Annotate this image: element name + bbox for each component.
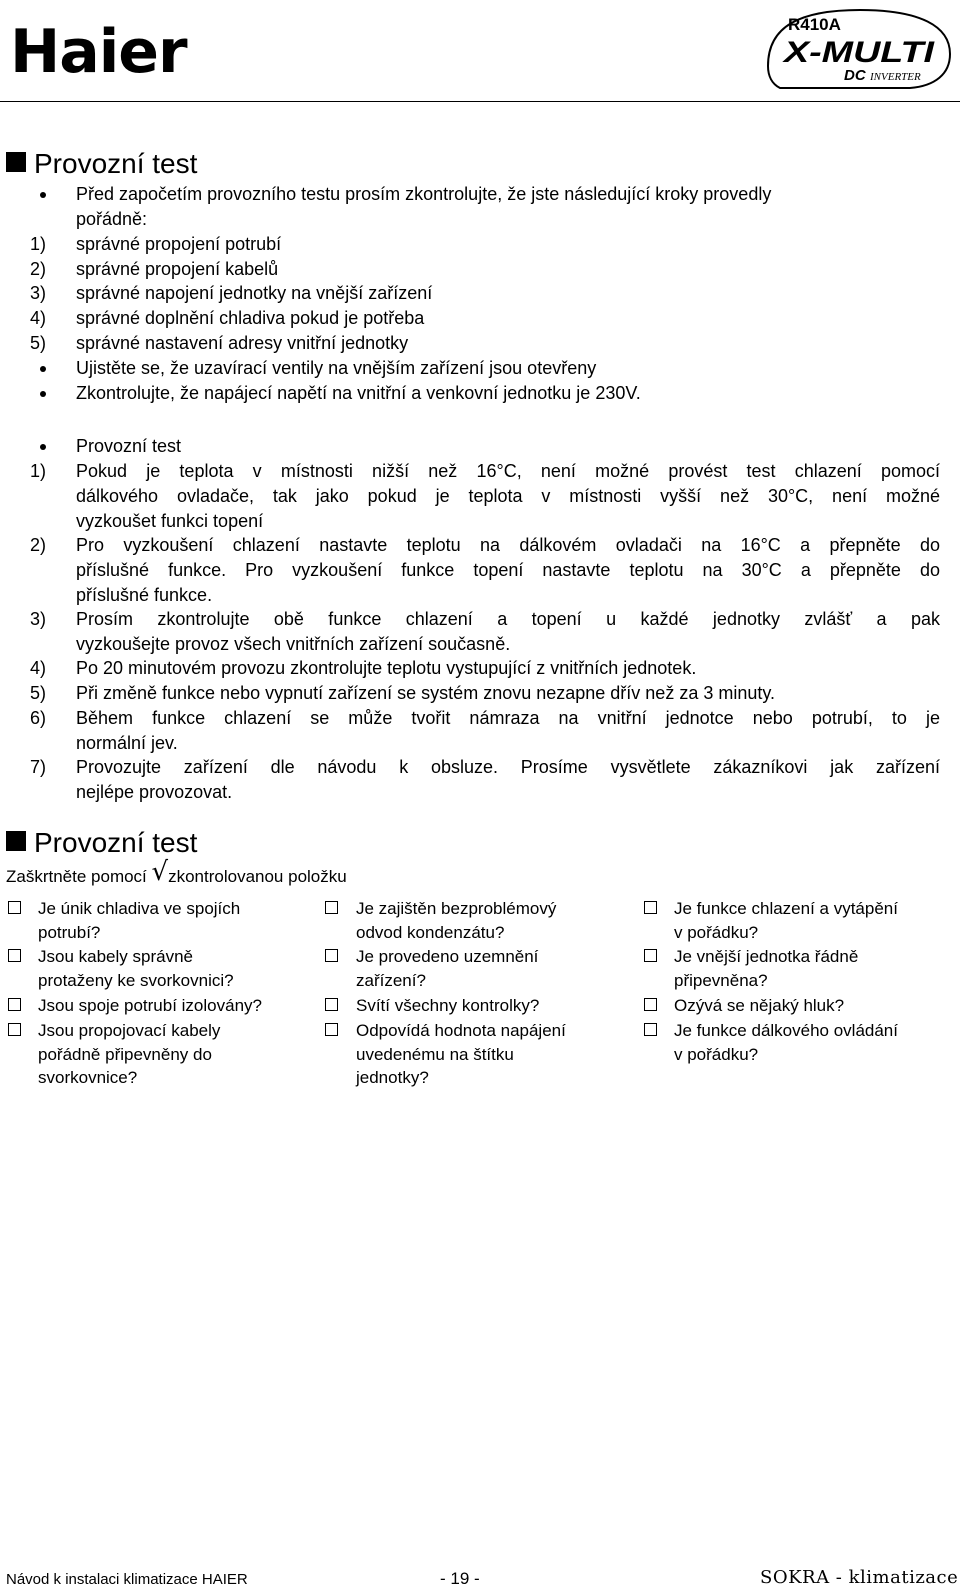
instruction-text: zkontrolovanou položku [168, 867, 347, 886]
square-bullet-icon [6, 152, 26, 172]
text-line: Je vnější jednotka řádně [674, 947, 859, 966]
text-line: Po 20 minutovém provozu zkontrolujte teplotu vystupující z vnitřních jednotek. [76, 658, 697, 678]
text-line: svorkovnice? [38, 1068, 138, 1087]
text-line: Jsou spoje potrubí izolovány? [38, 996, 262, 1015]
text-line: v pořádku? [674, 922, 759, 942]
svg-text:R410A: R410A [788, 15, 841, 34]
step-number: 2) [30, 535, 47, 555]
step-number: 7) [30, 757, 47, 777]
text-line: Je zajištěn bezproblémový [356, 899, 557, 918]
checkbox[interactable] [644, 901, 657, 914]
checkbox[interactable] [325, 901, 338, 914]
text-line: vyzkoušet funkci topení [76, 510, 264, 531]
text-line: příslušné funkce. Pro vyzkoušení funkce topení nastavte teplotu na 30°C a přepněte do [76, 559, 940, 580]
step-number: 2) [30, 259, 47, 279]
text-line: vyzkoušejte provoz všech vnitřních zařízení současně. [76, 633, 511, 654]
text-line: v pořádku? [674, 1044, 759, 1064]
checklist-item [356, 945, 611, 992]
haier-logo: Haier [10, 17, 187, 87]
checkbox[interactable] [8, 949, 21, 962]
checkbox[interactable] [644, 998, 657, 1011]
text-line: protaženy ke svorkovnici? [38, 970, 234, 990]
checklist-item [356, 1019, 611, 1090]
checkbox[interactable] [644, 949, 657, 962]
text-line: připevněna? [674, 970, 768, 990]
checkbox[interactable] [325, 998, 338, 1011]
step-text: správné napojení jednotky na vnější zařízení [76, 283, 433, 303]
checkbox[interactable] [8, 998, 21, 1011]
text-line: Odpovídá hodnota napájení [356, 1021, 566, 1040]
bullet-text: Zkontrolujte, že napájecí napětí na vnitřní a venkovní jednotku je 230V. [76, 383, 641, 403]
x-multi-logo [760, 4, 955, 92]
step-text: správné nastavení adresy vnitřní jednotky [76, 333, 409, 353]
checklist-item [356, 994, 611, 1018]
svg-text:INVERTER: INVERTER [870, 71, 921, 83]
bullet-dot-icon [40, 192, 46, 198]
text-line: příslušné funkce. [76, 584, 213, 605]
checkbox[interactable] [8, 901, 21, 914]
footer-right: SOKRA - klimatizace [760, 1567, 959, 1588]
step-number: 1) [30, 234, 47, 254]
checkbox[interactable] [325, 1023, 338, 1036]
text-line: Během funkce chlazení se může tvořit námraza na vnitřní jednotce nebo potrubí, to je [76, 708, 940, 728]
square-bullet-icon [6, 831, 26, 851]
text-line: Je funkce dálkového ovládání [674, 1021, 898, 1040]
text-line: Je únik chladiva ve spojích [38, 899, 241, 918]
page-number: - 19 - [440, 1569, 480, 1588]
svg-text:DC: DC [844, 67, 866, 84]
bullet-dot-icon [40, 391, 46, 397]
text-line: normální jev. [76, 732, 178, 753]
checklist-item [674, 945, 944, 992]
section-heading-test [6, 148, 197, 180]
bullet-dot-icon [40, 366, 46, 372]
text-line: uvedenému na štítku [356, 1044, 514, 1064]
step-number: 5) [30, 683, 47, 703]
text-line: Ozývá se nějaký hluk? [674, 996, 845, 1015]
text-line: Provozujte zařízení dle návodu k obsluze. Prosíme vysvětlete zákazníkovi jak zařízení [76, 757, 940, 777]
step-number: 3) [30, 283, 47, 303]
checkbox[interactable] [325, 949, 338, 962]
checklist-item [38, 897, 293, 944]
checklist-item [38, 994, 293, 1018]
instruction-text: Zaškrtněte pomocí [6, 867, 147, 886]
text-line: Pro vyzkoušení chlazení nastavte teplotu na dálkovém ovladači na 16°C a přepněte do [76, 535, 940, 555]
section-heading-checklist [6, 827, 197, 859]
checklist-instruction [6, 857, 347, 890]
text-line: Pokud je teplota v místnosti nižší než 16°C, není možné provést test chlazení pomocí [76, 461, 940, 481]
checklist-item [38, 945, 293, 992]
step-number: 1) [30, 461, 47, 481]
step-text: správné doplnění chladiva pokud je potřeba [76, 308, 425, 328]
checkbox[interactable] [8, 1023, 21, 1036]
header-divider [0, 101, 960, 102]
step-number: 4) [30, 658, 47, 678]
bullet-text: Provozní test [76, 436, 182, 456]
bullet-text: Ujistěte se, že uzavírací ventily na vnějším zařízení jsou otevřeny [76, 358, 597, 378]
text-line: Jsou kabely správně [38, 947, 193, 966]
text-line: jednotky? [356, 1068, 429, 1087]
step-text: správné propojení kabelů [76, 259, 279, 279]
text-line: Při změně funkce nebo vypnutí zařízení se systém znovu nezapne dřív než za 3 minuty. [76, 683, 776, 703]
text-line: pořádně připevněny do [38, 1044, 212, 1064]
step-number: 3) [30, 609, 47, 629]
text-line: nejlépe provozovat. [76, 781, 233, 802]
checkbox[interactable] [644, 1023, 657, 1036]
text-line: Svítí všechny kontrolky? [356, 996, 540, 1015]
step-number: 6) [30, 708, 47, 728]
checklist-item [674, 994, 944, 1018]
text-line: potrubí? [38, 922, 101, 942]
text-line: Jsou propojovací kabely [38, 1021, 221, 1040]
section-title: Provozní test [34, 827, 198, 858]
checklist-item [674, 897, 944, 944]
text-line: Je provedeno uzemnění [356, 947, 539, 966]
svg-text:X-MULTI: X-MULTI [781, 36, 935, 69]
step-text: správné propojení potrubí [76, 234, 282, 254]
checkmark-icon: √ [151, 857, 169, 887]
text-line: zařízení? [356, 970, 426, 990]
text-line: Je funkce chlazení a vytápění [674, 899, 898, 918]
checklist-item [674, 1019, 944, 1066]
text-line: pořádně: [76, 208, 148, 229]
text-line: odvod kondenzátu? [356, 922, 505, 942]
text-line: Prosím zkontrolujte obě funkce chlazení a topení u každé jednotky zvlášť a pak [76, 609, 940, 629]
checklist-item [38, 1019, 293, 1090]
step-number: 5) [30, 333, 47, 353]
footer-left: Návod k instalaci klimatizace HAIER [6, 1571, 248, 1588]
checklist-item [356, 897, 611, 944]
section-title: Provozní test [34, 148, 198, 179]
text-line: Před započetím provozního testu prosím zkontrolujte, že jste následující kroky provedly [76, 184, 772, 204]
text-line: dálkového ovladače, tak jako pokud je teplota v místnosti vyšší než 30°C, není možné [76, 485, 940, 506]
bullet-dot-icon [40, 444, 46, 450]
step-number: 4) [30, 308, 47, 328]
